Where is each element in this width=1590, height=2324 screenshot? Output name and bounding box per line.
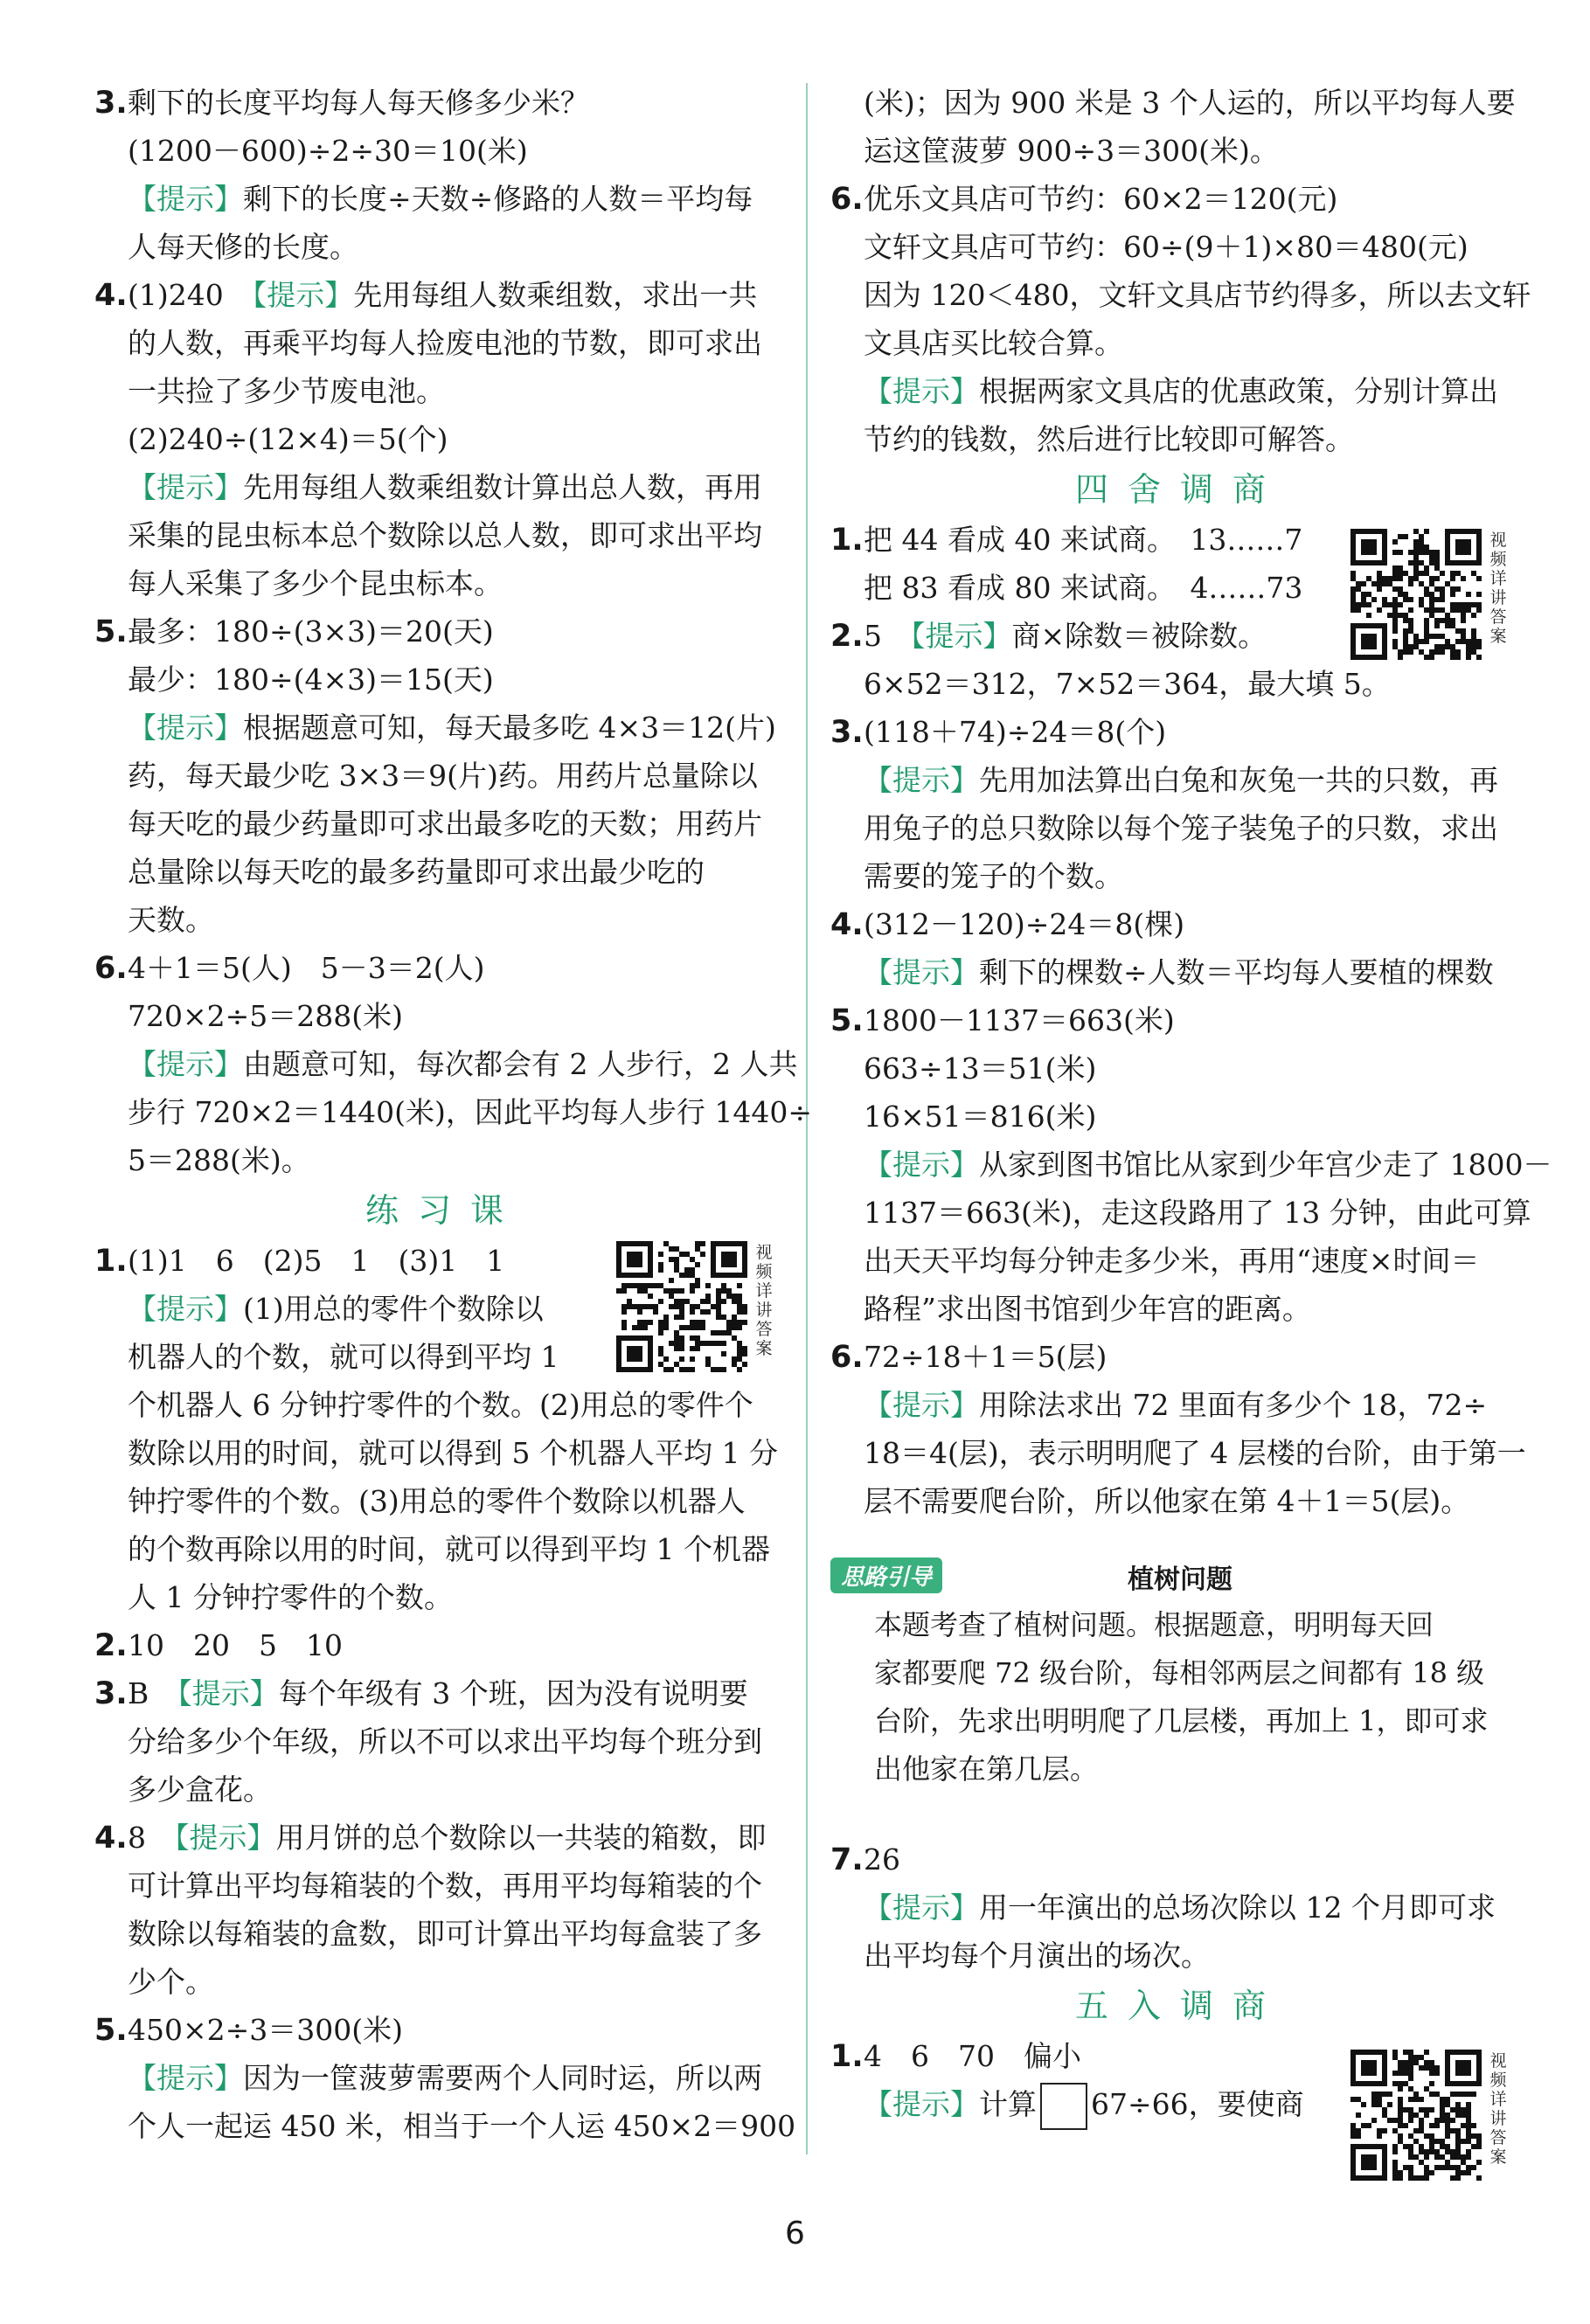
answer-text: 优乐文具店可节约：60×2＝120(元) (864, 182, 1338, 216)
answer-line (94, 1669, 794, 1717)
qr-caption-char: 视 (755, 1243, 773, 1262)
hint-label: 【提示】 (128, 1047, 243, 1081)
qr-code-round-up[interactable] (1350, 2050, 1482, 2181)
answer-text: 运这筐菠萝 900÷3＝300(米)。 (864, 134, 1279, 168)
answer-line (830, 804, 1530, 852)
answer-line (830, 1333, 1530, 1381)
answer-text: 机器人的个数，就可以得到平均 1 (128, 1340, 559, 1374)
answer-text: 出平均每个月演出的场次。 (864, 1939, 1210, 1973)
qr-caption-char: 讲 (1489, 2109, 1507, 2128)
answer-text: 剩下的棵数÷人数＝平均每人要植的棵数 (979, 955, 1494, 989)
question-number: 1. (830, 2039, 864, 2074)
guide-title: 植树问题 (1128, 1564, 1232, 1595)
question-number: 1. (94, 1244, 128, 1279)
right-answer-block (830, 79, 1530, 463)
guide-line: 出他家在第几层。 (874, 1752, 1099, 1786)
answer-text: 1800－1137＝663(米) (864, 1003, 1175, 1037)
answer-text: 每人采集了多少个昆虫标本。 (128, 566, 503, 600)
page-number: 6 (785, 2216, 805, 2251)
answer-text: 层不需要爬台阶，所以他家在第 4＋1＝5(层)。 (864, 1484, 1470, 1518)
right-column (830, 79, 1552, 1525)
answer-text: 因为 120＜480，文轩文具店节约得多，所以去文轩 (864, 278, 1531, 312)
answer-line (94, 223, 794, 271)
answer-text: 因为一筐菠萝需要两个人同时运，所以两 (243, 2061, 762, 2095)
answer-line (94, 367, 794, 415)
answer-text: 720×2÷5＝288(米) (128, 999, 404, 1033)
qr-caption-char: 频 (755, 1262, 773, 1281)
answer-text: 一共捡了多少节废电池。 (128, 374, 445, 408)
hint-label: 【提示】 (864, 374, 979, 408)
hint-label: 【提示】 (864, 2087, 979, 2121)
answer-line (94, 511, 794, 559)
hint-label: 【提示】 (911, 619, 1012, 653)
answer-line (830, 1883, 1530, 1932)
answer-line (830, 415, 1530, 463)
qr-caption-char: 讲 (1489, 588, 1507, 607)
answer-text: 10 20 5 10 (128, 1628, 343, 1662)
answer-text: 剩下的长度平均每人每天修多少米？ (128, 86, 589, 120)
right-answer-block-2 (830, 516, 1552, 1525)
guide-line: 台阶，先求出明明爬了几层楼，再加上 1，即可求 (874, 1704, 1489, 1738)
section-title-practice: 练习课 (365, 1191, 523, 1230)
answer-line (94, 319, 794, 367)
answer-line (94, 1429, 794, 1477)
qr-caption-char: 详 (755, 1281, 773, 1301)
question-number: 7. (830, 1842, 864, 1877)
answer-text: 4＋1＝5(人) 5－3＝2(人) (128, 951, 485, 985)
answer-text: 的个数再除以用的时间，就可以得到平均 1 个机器 (128, 1532, 770, 1566)
qr-caption-char: 详 (1489, 569, 1507, 588)
answer-text: (118＋74)÷24＝8(个) (864, 715, 1167, 749)
qr-code-round-down[interactable] (1350, 529, 1482, 660)
answer-line (94, 127, 794, 175)
answer-text: 72÷18＋1＝5(层) (864, 1340, 1107, 1374)
answer-text: 人 1 分钟拧零件的个数。 (128, 1580, 453, 1614)
blank-box (1040, 2083, 1087, 2130)
qr-caption-char: 案 (1489, 2147, 1507, 2167)
qr-caption-char: 案 (755, 1339, 773, 1358)
answer-line (830, 223, 1530, 271)
qr-caption-char: 讲 (755, 1301, 773, 1320)
answer-line (94, 800, 794, 848)
answer-text: 把 44 看成 40 来试商。 13……7 (864, 523, 1303, 557)
answer-line (94, 1814, 794, 1862)
answer-line (94, 1040, 798, 1088)
answer-text: 的人数，再乘平均每人捡废电池的节数，即可求出 (128, 326, 762, 360)
answer-line (94, 175, 794, 223)
answer-line (94, 944, 794, 992)
answer-line (830, 1044, 1530, 1093)
answer-line (94, 1381, 794, 1429)
guide-tag: 思路引导 (830, 1557, 942, 1593)
answer-line (830, 708, 1530, 756)
answer-line (94, 415, 794, 463)
answer-line (94, 752, 794, 800)
answer-text: 药，每天最少吃 3×3＝9(片)药。用药片总量除以 (128, 759, 758, 793)
answer-line (94, 704, 794, 752)
answer-text: 4 6 70 偏小 (864, 2039, 1081, 2073)
answer-text: 26 (864, 1842, 900, 1877)
answer-text: 16×51＝816(米) (864, 1100, 1097, 1134)
answer-line (94, 607, 794, 656)
answer-line (94, 656, 794, 704)
answer-line (94, 1525, 794, 1573)
answer-text: 多少盒花。 (128, 1772, 272, 1807)
question-number: 2. (830, 619, 864, 654)
question-number: 2. (94, 1628, 128, 1663)
answer-line (94, 2102, 794, 2150)
answer-text: 节约的钱数，然后进行比较即可解答。 (864, 422, 1354, 456)
answer-text: 商×除数＝被除数。 (1011, 619, 1267, 653)
question-number: 4. (94, 1821, 128, 1856)
question-number: 6. (830, 182, 864, 217)
hint-label: 【提示】 (128, 2061, 243, 2095)
qr-caption-char: 答 (1489, 607, 1507, 627)
answer-text: (1)用总的零件个数除以 (243, 1292, 544, 1326)
answer-line (830, 1093, 1530, 1141)
answer-text: 人每天修的长度。 (128, 230, 358, 264)
hint-label: 【提示】 (128, 182, 243, 216)
right-answer-block-3 (830, 1835, 1530, 1980)
answer-line (94, 2006, 794, 2054)
answer-text: 18＝4(层)，表示明明爬了 4 层楼的台阶，由于第一 (864, 1436, 1526, 1470)
question-number: 4. (830, 907, 864, 942)
answer-line (94, 1862, 794, 1910)
question-number: 5. (94, 614, 128, 649)
answer-text: 6×52＝312，7×52＝364，最大填 5。 (864, 667, 1391, 701)
qr-caption-practice (752, 1243, 776, 1358)
question-number: 5. (830, 1003, 864, 1038)
answer-line (830, 1189, 1530, 1237)
answer-text: 数除以每箱装的盒数，即可计算出平均每盒装了多 (128, 1917, 762, 1951)
answer-line (830, 175, 1530, 223)
answer-line (830, 367, 1530, 415)
answer-line (94, 1621, 794, 1669)
answer-text: 从家到图书馆比从家到少年宫少走了 1800－ (979, 1148, 1552, 1182)
qr-caption-round-up (1486, 2051, 1510, 2167)
answer-text: 用月饼的总个数除以一共装的箱数，即 (275, 1821, 767, 1855)
question-number: 3. (830, 715, 864, 750)
answer-text: (1)1 6 (2)5 1 (3)1 1 (128, 1244, 505, 1278)
answer-text: 每天吃的最少药量即可求出最多吃的天数；用药片 (128, 807, 762, 841)
guide-line: 家都要爬 72 级台阶，每相邻两层之间都有 18 级 (874, 1656, 1485, 1689)
answer-line (830, 1285, 1530, 1333)
answer-line (830, 1381, 1530, 1429)
answer-text: 分给多少个年级，所以不可以求出平均每个班分到 (128, 1724, 762, 1759)
answer-line (830, 127, 1530, 175)
answer-text: 用兔子的总只数除以每个笼子装兔子的只数，求出 (864, 811, 1498, 845)
answer-line (94, 1766, 794, 1814)
hint-label: 【提示】 (175, 1821, 276, 1855)
answer-line (94, 1910, 794, 1958)
question-number: 3. (94, 1676, 128, 1711)
answer-text: 个人一起运 450 米，相当于一个人运 450×2＝900 (128, 2109, 796, 2143)
guide-body (874, 1601, 1489, 1793)
answer-text: 用除法求出 72 里面有多少个 18，72÷ (979, 1388, 1488, 1422)
answer-line (830, 756, 1530, 804)
answer-text: 5＝288(米)。 (128, 1143, 310, 1177)
answer-line (94, 896, 794, 944)
answer-text: 由题意可知，每次都会有 2 人步行，2 人共 (243, 1047, 798, 1081)
answer-line (830, 319, 1530, 367)
answer-line (830, 900, 1530, 948)
answer-line (830, 1237, 1530, 1285)
qr-caption-char: 视 (1489, 531, 1507, 550)
answer-text: 少个。 (128, 1965, 214, 1999)
qr-caption-round-down (1486, 531, 1510, 646)
answer-line (94, 271, 794, 319)
answer-text: 先用加法算出白兔和灰兔一共的只数，再 (979, 763, 1498, 797)
question-number: 1. (830, 523, 864, 558)
hint-label: 【提示】 (864, 1890, 979, 1925)
answer-line (94, 463, 794, 511)
answer-text: 天数。 (128, 903, 214, 937)
answer-line (94, 1136, 794, 1184)
answer-line (830, 1477, 1530, 1525)
answer-text: 先用每组人数乘组数，求出一共 (353, 278, 758, 312)
answer-text: 需要的笼子的个数。 (864, 859, 1123, 893)
answer-line (830, 1835, 1530, 1883)
answer-line (94, 559, 794, 607)
answer-text: 路程”求出图书馆到少年宫的距离。 (864, 1292, 1311, 1326)
answer-text: 1137＝663(米)，走这段路用了 13 分钟，由此可算 (864, 1196, 1531, 1230)
answer-text: 663÷13＝51(米) (864, 1051, 1097, 1086)
answer-text: 根据两家文具店的优惠政策，分别计算出 (979, 374, 1498, 408)
question-number: 3. (94, 86, 128, 121)
answer-text: (2)240÷(12×4)＝5(个) (128, 422, 448, 456)
hint-label: 【提示】 (252, 278, 354, 312)
answer-line (94, 1573, 794, 1621)
left-answer-block (94, 79, 812, 1184)
answer-text: (1)240 (128, 278, 253, 312)
answer-text: 每个年级有 3 个班，因为没有说明要 (278, 1676, 748, 1710)
answer-text: 8 (128, 1821, 175, 1855)
answer-line (94, 2054, 794, 2102)
hint-label: 【提示】 (864, 1148, 979, 1182)
guide-line: 本题考查了植树问题。根据题意，明明每天回 (874, 1608, 1434, 1641)
answer-line (830, 1141, 1552, 1189)
answer-line (94, 1477, 794, 1525)
answer-text: 个机器人 6 分钟拧零件的个数。(2)用总的零件个 (128, 1388, 753, 1422)
qr-caption-char: 频 (1489, 550, 1507, 569)
hint-label: 【提示】 (864, 1388, 979, 1422)
section-title-round-down: 四舍调商 (1074, 470, 1285, 509)
answer-line (830, 79, 1530, 127)
hint-label: 【提示】 (864, 763, 979, 797)
answer-text: 用一年演出的总场次除以 12 个月即可求 (979, 1890, 1496, 1925)
answer-text: 根据题意可知，每天最多吃 4×3＝12(片) (243, 711, 776, 745)
answer-text: 450×2÷3＝300(米) (128, 2013, 404, 2047)
answer-text: 最多：180÷(3×3)＝20(天) (128, 614, 494, 649)
hint-label: 【提示】 (864, 955, 979, 989)
answer-text: 最少：180÷(4×3)＝15(天) (128, 663, 494, 697)
hint-text: 计算 (979, 2087, 1037, 2121)
answer-text: (1200－600)÷2÷30＝10(米) (128, 134, 528, 168)
question-number: 6. (94, 951, 128, 986)
answer-line (830, 1429, 1530, 1477)
qr-caption-char: 案 (1489, 627, 1507, 646)
qr-code-practice[interactable] (616, 1241, 747, 1372)
answer-text: 剩下的长度÷天数÷修路的人数＝平均每 (243, 182, 753, 216)
answer-text: 5 (864, 619, 911, 653)
question-number: 6. (830, 1340, 864, 1375)
qr-caption-char: 频 (1489, 2071, 1507, 2090)
answer-text: 总量除以每天吃的最多药量即可求出最少吃的 (128, 855, 705, 889)
answer-text: 出天天平均每分钟走多少米，再用“速度×时间＝ (864, 1244, 1480, 1278)
answer-line (830, 1932, 1530, 1980)
answer-line (830, 948, 1530, 996)
hint-label: 【提示】 (177, 1676, 279, 1710)
hint-text: 67÷66，要使商 (1091, 2087, 1304, 2121)
left-column (94, 79, 812, 2150)
answer-text: (米)；因为 900 米是 3 个人运的，所以平均每人要 (864, 86, 1516, 120)
answer-text: 把 83 看成 80 来试商。 4……73 (864, 571, 1303, 605)
section-title-round-up: 五入调商 (1074, 1987, 1285, 2025)
hint-label: 【提示】 (128, 470, 243, 504)
qr-caption-char: 答 (1489, 2128, 1507, 2147)
answer-line (830, 660, 1530, 708)
answer-text: (312－120)÷24＝8(棵) (864, 907, 1185, 941)
answer-line (94, 79, 794, 127)
qr-caption-char: 视 (1489, 2051, 1507, 2071)
answer-text: 步行 720×2＝1440(米)，因此平均每人步行 1440÷ (128, 1095, 812, 1129)
answer-text: 采集的昆虫标本总个数除以总人数，即可求出平均 (128, 518, 762, 552)
answer-line (94, 1088, 812, 1136)
qr-caption-char: 详 (1489, 2090, 1507, 2109)
answer-text: 数除以用的时间，就可以得到 5 个机器人平均 1 分 (128, 1436, 778, 1470)
answer-text: 可计算出平均每箱装的个数，再用平均每箱装的个 (128, 1869, 762, 1903)
hint-label: 【提示】 (128, 1292, 243, 1326)
answer-line (830, 996, 1530, 1044)
answer-text: 文具店买比较合算。 (864, 326, 1123, 360)
answer-text: 钟拧零件的个数。(3)用总的零件个数除以机器人 (128, 1484, 746, 1518)
question-number: 5. (94, 2013, 128, 2048)
answer-text: 先用每组人数乘组数计算出总人数，再用 (243, 470, 762, 504)
hint-label: 【提示】 (128, 711, 243, 745)
answer-line (94, 848, 794, 896)
qr-caption-char: 答 (755, 1320, 773, 1339)
answer-line (94, 1717, 794, 1766)
answer-line (94, 992, 794, 1040)
answer-line (94, 1958, 794, 2006)
question-number: 4. (94, 278, 128, 313)
thinking-guide-box (830, 1557, 1556, 1811)
answer-line (830, 852, 1530, 900)
left-answer-block-2 (94, 1237, 794, 2150)
answer-line (830, 271, 1530, 319)
answer-text: B (128, 1676, 178, 1710)
answer-text: 文轩文具店可节约：60÷(9＋1)×80＝480(元) (864, 230, 1468, 264)
